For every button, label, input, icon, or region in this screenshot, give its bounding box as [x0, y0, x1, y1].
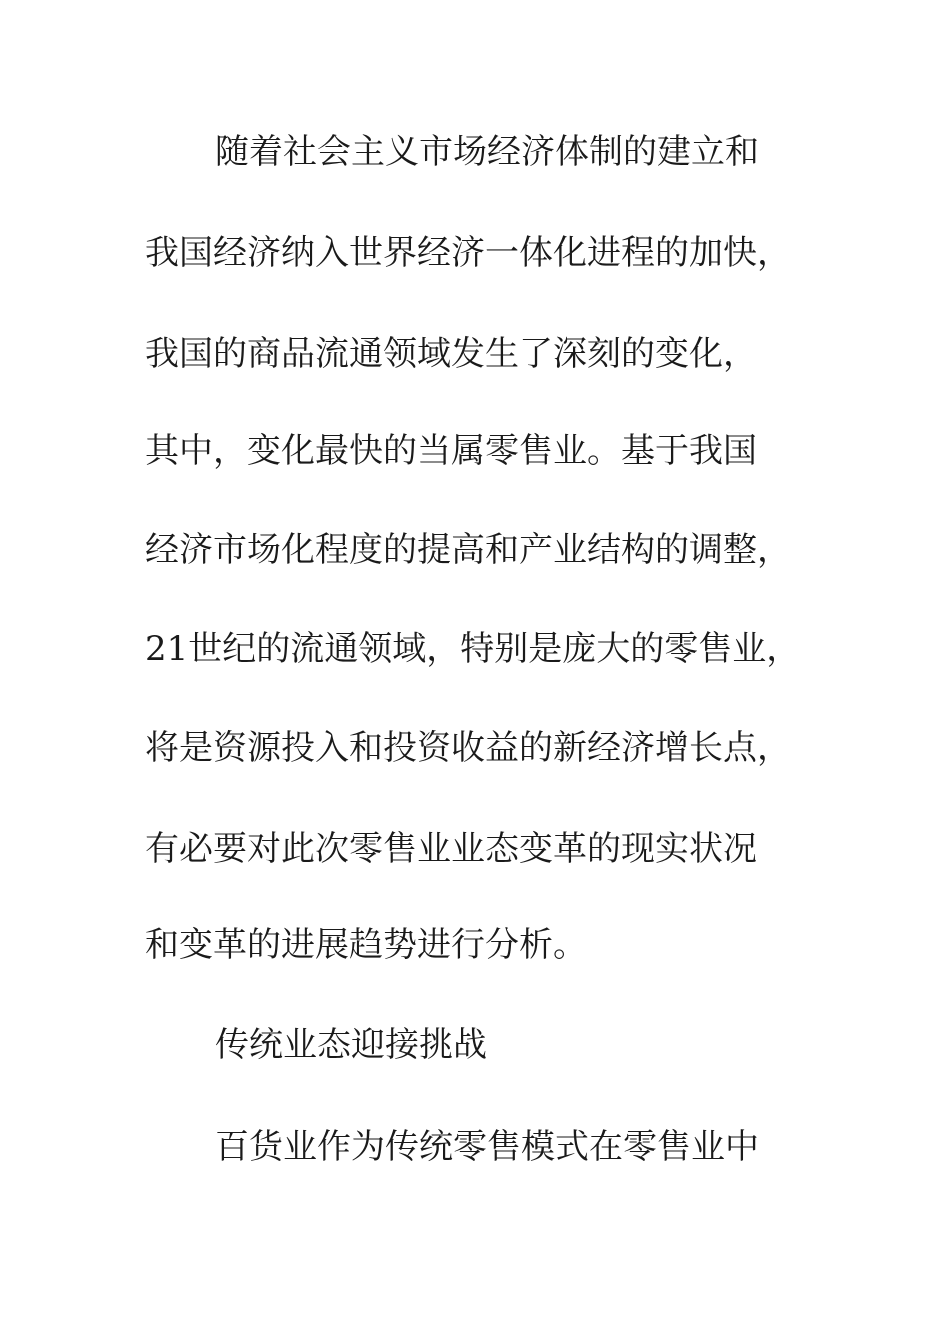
- paragraph-1-line-3: 我国的商品流通领域发生了深刻的变化，: [145, 334, 757, 374]
- paragraph-1-line-7: 将是资源投入和投资收益的新经济增长点，: [145, 728, 791, 768]
- paragraph-1-line-8: 有必要对此次零售业业态变革的现实状况: [145, 829, 757, 869]
- section-heading: 传统业态迎接挑战: [215, 1025, 487, 1065]
- paragraph-1-line-2: 我国经济纳入世界经济一体化进程的加快，: [145, 233, 791, 273]
- paragraph-1-line-5: 经济市场化程度的提高和产业结构的调整，: [145, 530, 791, 570]
- paragraph-2-line-1: 百货业作为传统零售模式在零售业中: [215, 1127, 759, 1167]
- paragraph-1-line-9: 和变革的进展趋势进行分析。: [145, 925, 587, 965]
- paragraph-1-line-4: 其中，变化最快的当属零售业。基于我国: [145, 431, 757, 471]
- paragraph-1-line-1: 随着社会主义市场经济体制的建立和: [215, 132, 759, 172]
- paragraph-1-line-6: 21世纪的流通领域，特别是庞大的零售业，: [145, 629, 801, 669]
